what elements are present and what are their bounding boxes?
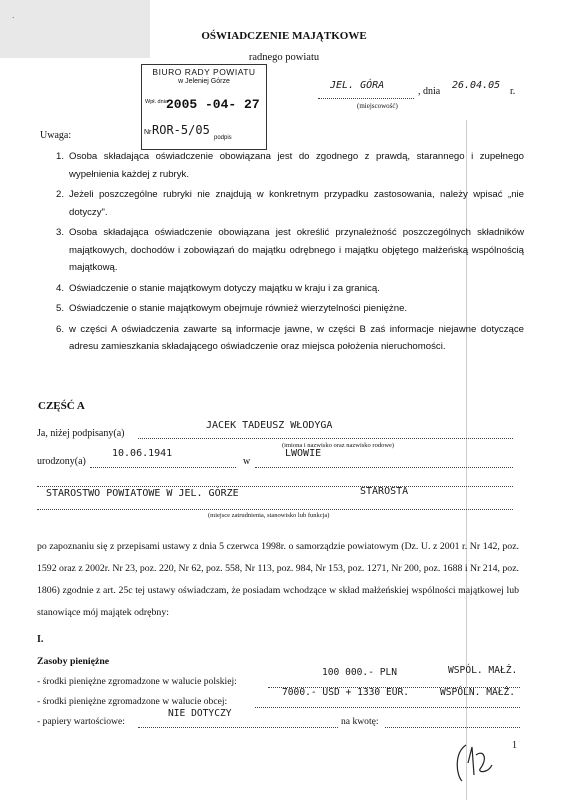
registry-stamp [141, 64, 267, 150]
pln-value: 100 000.- PLN [322, 667, 398, 678]
note-item: 3. Osoba składająca oświadczenie obowiązana jest określić przynależność poszczególnych składników majątkowych, dochodów i zobowiązań do majątku odrębnego i majątku objętego małżeńską wspólnością majątkową. [56, 227, 524, 273]
born-place-value: LWOWIE [285, 448, 322, 459]
note-item: 5. Oświadczenie o stanie majątkowym obejmuje również wierzytelności pieniężne. [56, 303, 408, 314]
stamp-nr-value: ROR-5/05 [152, 123, 210, 137]
document-subtitle: radnego powiatu [248, 52, 320, 63]
pln-note: WSPÓL. MAŁŻ. [448, 665, 518, 676]
stamp-city: w Jeleniej Górze [178, 78, 230, 85]
date-label: , dnia [418, 86, 441, 97]
securities-label: - papiery wartościowe: [37, 716, 125, 727]
note-item: 2. Jeżeli poszczególne rubryki nie znajdują w konkretnym przypadku zastosowania, należy wpisać „nie dotyczy". [56, 189, 524, 218]
stamp-office: BIURO RADY POWIATU [152, 67, 256, 77]
note-item: 4. Oświadczenie o stanie majątkowym dotyczy majątku w kraju i za granicą. [56, 282, 380, 294]
kwota-label: na kwotę: [341, 716, 379, 727]
stamp-nr-label: Nr [144, 129, 152, 136]
place-value: JEL. GÓRA [330, 80, 385, 91]
signed-value: JACEK TADEUSZ WŁODYGA [206, 420, 333, 431]
born-label: urodzony(a) [37, 456, 86, 467]
employment-value: STAROSTWO POWIATOWE W JEL. GÓRZE [46, 488, 239, 499]
position-value: STAROSTA [360, 486, 409, 497]
year-suffix: r. [510, 86, 516, 97]
names-caption: (imiona i nazwisko oraz nazwisko rodowe) [282, 442, 395, 449]
employment-caption: (miejsce zatrudnienia, stanowisko lub funkcja) [208, 512, 330, 519]
stamp-received-label: Wpł. dnia [145, 99, 168, 105]
section-heading: Zasoby pieniężne [37, 656, 110, 667]
part-a-heading: CZĘŚĆ A [38, 400, 85, 412]
signed-label: Ja, niżej podpisany(a) [37, 428, 125, 439]
place-caption: (miejscowość) [357, 102, 398, 110]
born-w-label: w [243, 456, 251, 467]
note-item: 1. Osoba składająca oświadczenie obowiązana jest do zgodnego z prawdą, starannego i zupełnego wypełnienia każdej z rubryk. [56, 151, 524, 180]
kwota-field [385, 715, 520, 728]
page-number: 1 [512, 740, 517, 751]
redaction-box [0, 0, 150, 58]
notes-list [56, 148, 524, 359]
notes-heading: Uwaga: [40, 130, 72, 141]
stamp-signature-label: podpis [214, 135, 232, 141]
note-item: 6. w części A oświadczenia zawarte są informacje jawne, w części B zaś informacje niejawne dotyczące adresu zamieszkania składającego oświadczenie oraz miejsca położenia nieruchomości. [56, 323, 524, 352]
foreign-label: - środki pieniężne zgromadzone w walucie obcej: [37, 696, 228, 707]
stamp-date: 2005 -04- 27 [166, 97, 260, 112]
securities-value: NIE DOTYCZY [168, 708, 232, 719]
foreign-note: WSPÓLN. MAŁŻ. [440, 687, 516, 698]
signature-mark [448, 735, 498, 785]
date-value: 26.04.05 [452, 80, 501, 91]
foreign-value: 7000.- USD + 1330 EUR. [282, 687, 410, 698]
scan-mark: · [12, 14, 15, 22]
declaration-paragraph: po zapoznaniu się z przepisami ustawy z dnia 5 czerwca 1998r. o samorządzie powiatowym (Dz. U. z 2001 r. Nr 142, poz. 1592 oraz z 2002r. Nr 23, poz. 220, Nr 62, poz. 558, Nr 113, poz. 984, Nr 153, poz. 1271, Nr 200, poz. 1688 i Nr 214, poz. 1806) zgodnie z art. 25c tej ustawy oświadczam, że posiadam wchodzące w skład małżeńskiej wspólności majątkowej lub stanowiące mój majątek odrębny: [37, 541, 519, 618]
blank-line [37, 474, 513, 487]
section-number: I. [37, 634, 44, 645]
document-title: OŚWIADCZENIE MAJĄTKOWE [201, 30, 367, 42]
born-date-value: 10.06.1941 [112, 448, 173, 459]
pln-label: - środki pieniężne zgromadzone w walucie polskiej: [37, 676, 237, 687]
